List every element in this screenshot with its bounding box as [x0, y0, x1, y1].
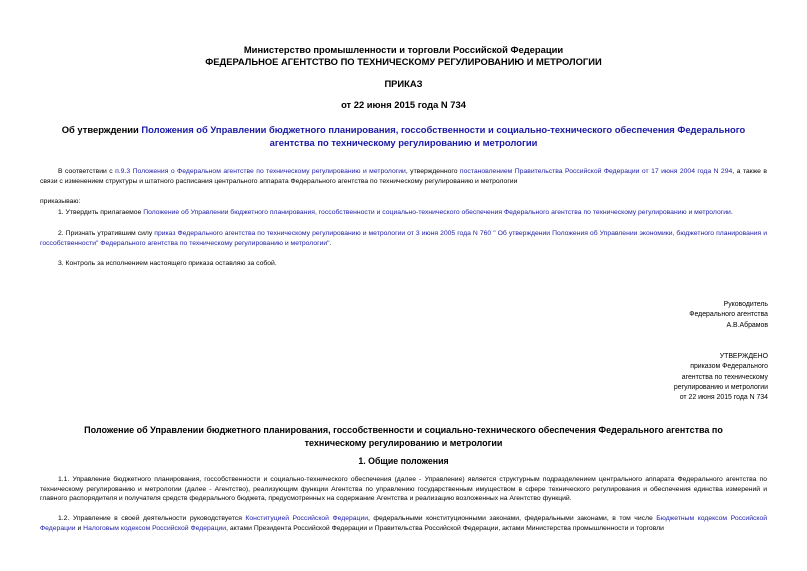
p12-text-4: , актами Президента Российской Федерации и Правительства Российской Федерации, актами Министерства промышленности и торговли — [226, 524, 664, 532]
item-1-text: 1. Утвердить прилагаемое — [58, 209, 144, 216]
section-1-heading: 1. Общие положения — [358, 456, 449, 466]
order-title-link[interactable]: Положения об Управлении бюджетного планирования, госсобственности и социально-технического обеспечения Федерального агентства по техническому регулированию и метрологии — [141, 124, 746, 148]
agency-name: ФЕДЕРАЛЬНОЕ АГЕНТСТВО ПО ТЕХНИЧЕСКОМУ РЕГУЛИРОВАНИЮ И МЕТРОЛОГИИ — [205, 56, 602, 67]
approval-line-4: от 22 июня 2015 года N 734 — [679, 394, 768, 402]
preamble-paragraph — [40, 167, 767, 186]
preamble-link-1[interactable]: п.9.3 Положения о Федеральном агентстве по техническому регулированию и метрологии — [115, 168, 406, 175]
item-3: 3. Контроль за исполнением настоящего приказа оставляю за собой. — [58, 260, 277, 267]
item-1-end: . — [730, 209, 733, 216]
item-1-link[interactable]: Положение об Управлении бюджетного планирования, госсобственности и социально-технического обеспечения Федерального агентства по техническому регулированию и метрологии — [143, 209, 731, 216]
preamble-text-2: , утвержденного — [405, 168, 460, 175]
approval-block — [560, 352, 768, 403]
preamble-text-1: В соответствии с — [58, 168, 116, 175]
doc-date-number: от 22 июня 2015 года N 734 — [341, 99, 466, 110]
p12-text-2: , федеральными конституционными законами, федеральными законами, в том числе — [368, 515, 657, 522]
signature-org: Федерального агентства — [689, 311, 768, 319]
paragraph-1-1: 1.1. Управление бюджетного планирования, госсобственности и социально-технического обеспечения (далее - Управление) является структурным подразделением центрального аппарата Федерального агентства по техническому регулированию и метрологии (далее - Агентство), реализующим функции Агентства по управлению государственным имуществом в сфере технического регулирования и обеспечения единства измерений и главного распорядителя и получателя средств федерального бюджета, предусмотренных на содержание Агентства и реализацию возложенных на Агентство функций. — [40, 476, 767, 503]
p12-link-1[interactable]: Конституцией Российской Федерации — [245, 515, 369, 522]
signature-block — [560, 300, 768, 331]
approval-line-1: приказом Федерального — [690, 363, 768, 371]
signature-position: Руководитель — [723, 301, 768, 308]
p12-text-1: 1.2. Управление в своей деятельности руководствуется — [58, 515, 246, 522]
approval-line-2: агентства по техническому — [681, 373, 768, 381]
item-2-end: . — [329, 239, 332, 247]
item-2 — [40, 229, 767, 248]
order-title — [40, 124, 767, 149]
p12-link-2[interactable]: Бюджетным кодексом Российской Федерации — [40, 515, 768, 532]
signature-name: А.В.Абрамов — [726, 321, 768, 329]
item-2-text: 2. Признать утратившим силу — [58, 230, 155, 237]
approval-head: УТВЕРЖДЕНО — [719, 353, 768, 360]
order-title-prefix: Об утверждении — [61, 124, 142, 135]
p12-link-3[interactable]: Налоговым кодексом Российской Федерации — [83, 524, 227, 532]
regulation-title: Положение об Управлении бюджетного планирования, госсобственности и социально-технического обеспечения Федерального агентства по техническому регулированию и метрологии — [84, 425, 723, 448]
paragraph-1-2 — [40, 514, 767, 533]
p12-text-3: и — [75, 524, 84, 532]
approval-line-3: регулированию и метрологии — [673, 383, 768, 391]
item-2-link[interactable]: приказ Федерального агентства по техническому регулированию и метрологии от 3 июня 2005 года N 760 " Об утверждении Положения об Управлении экономики, бюджетного планирования и госсобственности" Федерального агентства по техническому регулированию и метрологии" — [40, 230, 767, 247]
item-1 — [40, 208, 767, 218]
order-word: приказываю: — [40, 198, 81, 205]
preamble-link-2[interactable]: постановлением Правительства Российской Федерации от 17 июня 2004 года N 294 — [459, 168, 733, 175]
ministry-name: Министерство промышленности и торговли Российской Федерации — [243, 44, 564, 55]
preamble-text-3: , а также в связи с изменением структуры и штатного расписания центрального аппарата Федерального агентства по техническому регулированию и метрологии — [40, 168, 768, 185]
doc-type: ПРИКАЗ — [384, 78, 423, 89]
